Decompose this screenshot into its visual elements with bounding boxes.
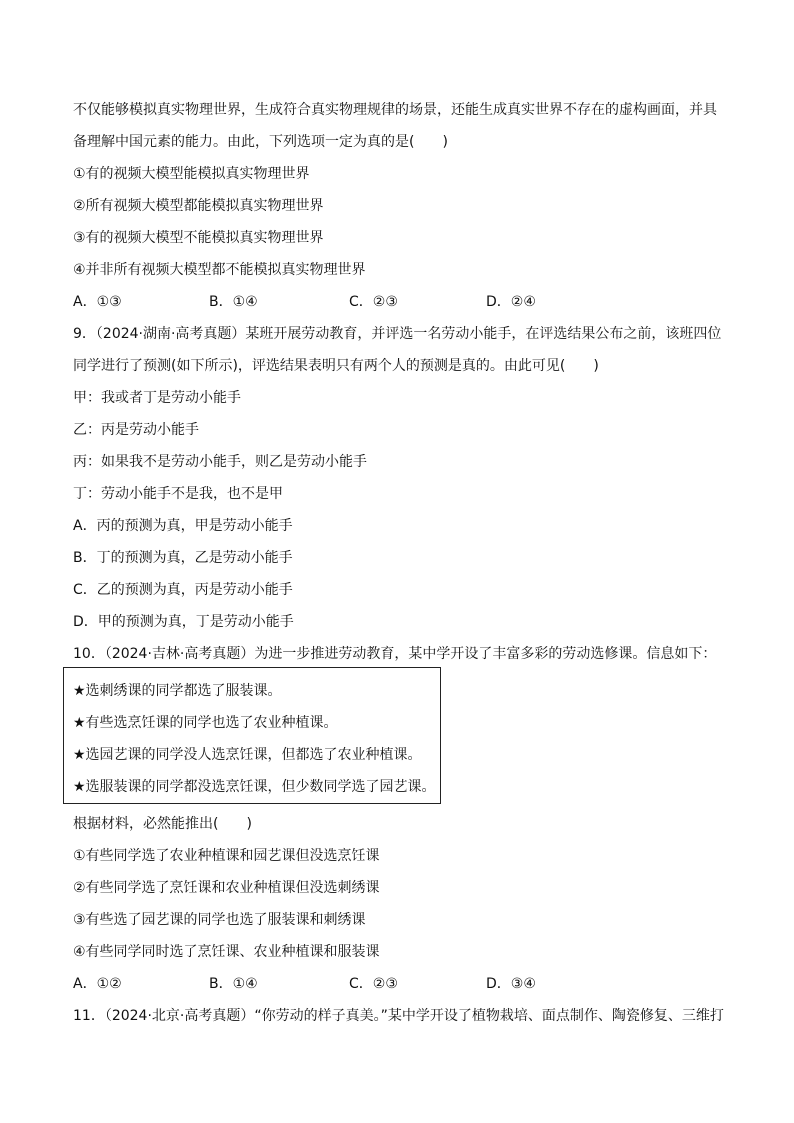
q11-stem-line-1: 11．（2024·北京·高考真题）“你劳动的样子真美。”某中学开设了植物栽培、面点制作、陶瓷修复、三维打 xyxy=(73,1008,724,1024)
q8-statement-3: ③有的视频大模型不能模拟真实物理世界 xyxy=(73,230,324,246)
q9-prediction-bing: 丙：如果我不是劳动小能手，则乙是劳动小能手 xyxy=(73,454,367,470)
q9-option-b: B．丁的预测为真，乙是劳动小能手 xyxy=(73,550,293,566)
q10-statement-4: ④有些同学同时选了烹饪课、农业种植课和服装课 xyxy=(73,944,380,960)
q10-options xyxy=(73,975,536,993)
q10-statement-2: ②有些同学选了烹饪课和农业种植课但没选刺绣课 xyxy=(73,880,380,896)
q10-option-b: B．①④ xyxy=(209,976,258,992)
q10-info-1: ★选刺绣课的同学都选了服装课。 xyxy=(73,683,282,699)
q10-info-2: ★有些选烹饪课的同学也选了农业种植课。 xyxy=(73,715,338,731)
q8-statement-2: ②所有视频大模型都能模拟真实物理世界 xyxy=(73,198,324,214)
q10-option-a: A．①② xyxy=(73,976,122,992)
q9-prediction-jia: 甲：我或者丁是劳动小能手 xyxy=(73,390,241,406)
q8-statement-1: ①有的视频大模型能模拟真实物理世界 xyxy=(73,166,310,182)
q10-stem-line-1: 10．（2024·吉林·高考真题）为进一步推进劳动教育，某中学开设了丰富多彩的劳动选修课。信息如下： xyxy=(73,646,717,662)
q9-stem-line-2: 同学进行了预测(如下所示)，评选结果表明只有两个人的预测是真的。由此可见( ) xyxy=(73,358,599,374)
q9-prediction-ding: 丁：劳动小能手不是我，也不是甲 xyxy=(73,486,283,502)
q10-option-d: D．③④ xyxy=(486,976,536,992)
q10-info-box xyxy=(63,667,441,804)
q8-option-a: A．①③ xyxy=(73,294,122,310)
q8-option-d: D．②④ xyxy=(486,294,536,310)
q10-statement-1: ①有些同学选了农业种植课和园艺课但没选烹饪课 xyxy=(73,848,380,864)
q10-stem: 根据材料，必然能推出( ) xyxy=(73,816,252,832)
q9-option-a: A．丙的预测为真，甲是劳动小能手 xyxy=(73,518,293,534)
q8-option-b: B．①④ xyxy=(209,294,258,310)
q10-info-3: ★选园艺课的同学没人选烹饪课，但都选了农业种植课。 xyxy=(73,747,422,763)
q8-stem-line-1: 不仅能够模拟真实物理世界，生成符合真实物理规律的场景，还能生成真实世界不存在的虚构画面，并具 xyxy=(73,102,717,118)
q8-statement-4: ④并非所有视频大模型都不能模拟真实物理世界 xyxy=(73,262,366,278)
q9-stem-line-1: 9．（2024·湖南·高考真题）某班开展劳动教育，并评选一名劳动小能手，在评选结果公布之前，该班四位 xyxy=(73,326,722,342)
q9-prediction-yi: 乙：丙是劳动小能手 xyxy=(73,422,199,438)
q10-info-4: ★选服装课的同学都没选烹饪课，但少数同学选了园艺课。 xyxy=(73,779,436,795)
q10-statement-3: ③有些选了园艺课的同学也选了服装课和刺绣课 xyxy=(73,912,366,928)
q8-stem-line-2: 备理解中国元素的能力。由此，下列选项一定为真的是( ) xyxy=(73,134,448,150)
q8-option-c: C．②③ xyxy=(349,294,398,310)
q9-option-d: D．甲的预测为真，丁是劳动小能手 xyxy=(73,614,294,630)
q9-option-c: C．乙的预测为真，丙是劳动小能手 xyxy=(73,582,293,598)
q10-option-c: C．②③ xyxy=(349,976,398,992)
q8-options xyxy=(73,293,536,311)
